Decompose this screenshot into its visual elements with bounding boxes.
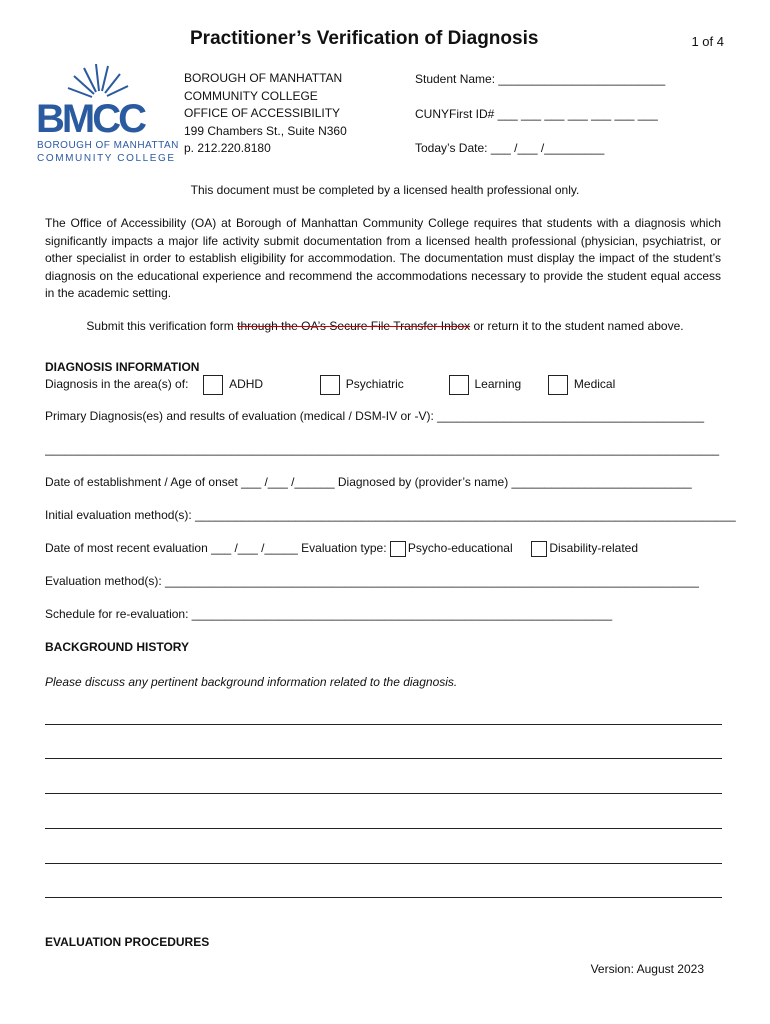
page-title: Practitioner’s Verification of Diagnosis [190, 28, 539, 49]
bmcc-logo [36, 64, 181, 164]
eval-type-label: Disability-related [549, 541, 639, 555]
evaluation-heading: EVALUATION PROCEDURES [45, 935, 210, 949]
background-answer-line[interactable] [45, 897, 722, 898]
diagnosis-areas-row [45, 372, 615, 396]
logo-line1: BOROUGH OF MANHATTAN [37, 140, 179, 151]
reevaluation-schedule-field[interactable]: Schedule for re-evaluation: _______________________________________________________________ [45, 607, 613, 621]
evaluation-method-field[interactable]: Evaluation method(s): ________________________________________________________________________________ [45, 574, 699, 588]
primary-diagnosis-field[interactable]: Primary Diagnosis(es) and results of evaluation (medical / DSM-IV or -V): ________________________________________ [45, 409, 705, 423]
intro-paragraph: The Office of Accessibility (OA) at Borough of Manhattan Community College requires that students with a diagnosis which significantly impacts a major life activity submit documentation from a licensed health professional (physician, psychiatrist, or other specialist in order to establish eligibility for accommodation. The documentation must display the impact of the student’s diagnosis on the educational experience and recommend the accommodations necessary to provide the student equal access in the academic setting. [45, 216, 721, 300]
disability-related-checkbox[interactable] [531, 541, 547, 557]
address-phone: p. 212.220.8180 [184, 141, 271, 155]
background-answer-line[interactable] [45, 793, 722, 794]
submit-before: Submit this verification form [86, 319, 238, 333]
eval-type-label: Psycho-educational [407, 541, 513, 555]
torch-rays-icon [68, 64, 128, 97]
initial-evaluation-field[interactable]: Initial evaluation method(s): _________________________________________________________________________________ [45, 508, 736, 522]
background-answer-line[interactable] [45, 828, 722, 829]
area-option-label: Medical [573, 377, 616, 391]
area-option-label: ADHD [229, 377, 264, 391]
todays-date-field[interactable]: Today’s Date: ___ /___ /_________ [415, 141, 605, 155]
submit-struck: through the OA’s Secure File Transfer Inbox [237, 319, 471, 333]
cunyfirst-id-field[interactable]: CUNYFirst ID# ___ ___ ___ ___ ___ ___ ___ [415, 106, 658, 121]
psycho-educational-checkbox[interactable] [390, 541, 406, 557]
logo-line2: COMMUNITY COLLEGE [37, 153, 176, 164]
student-info [415, 62, 665, 166]
adhd-checkbox[interactable] [203, 375, 223, 395]
establishment-field[interactable]: Date of establishment / Age of onset ___ /___ /______ Diagnosed by (provider’s name) ___________________________ [45, 475, 692, 489]
version-label: Version: August 2023 [590, 962, 704, 976]
address-line: COMMUNITY COLLEGE [184, 88, 318, 103]
area-option-label: Learning [474, 377, 522, 391]
recent-evaluation-row [45, 537, 638, 559]
area-option-label: Psychiatric [345, 377, 404, 391]
address-line: BOROUGH OF MANHATTAN [184, 71, 343, 85]
areas-label: Diagnosis in the area(s) of: [45, 377, 189, 391]
background-answer-line[interactable] [45, 863, 722, 864]
submit-instructions [0, 319, 770, 333]
background-answer-line[interactable] [45, 724, 722, 725]
learning-checkbox[interactable] [449, 375, 469, 395]
bmcc-logo-graphic [36, 64, 181, 164]
page-number: 1 of 4 [691, 34, 724, 49]
diagnosis-heading: DIAGNOSIS INFORMATION [45, 360, 200, 374]
address-line: OFFICE OF ACCESSIBILITY [184, 106, 341, 120]
background-answer-line[interactable] [45, 758, 722, 759]
licensed-note: This document must be completed by a licensed health professional only. [190, 183, 580, 197]
submit-after: or return it to the student named above. [470, 319, 684, 333]
background-prompt: Please discuss any pertinent background information related to the diagnosis. [45, 675, 458, 689]
recent-evaluation-field[interactable]: Date of most recent evaluation ___ /___ /_____ Evaluation type: [45, 541, 387, 555]
student-name-field[interactable]: Student Name: _________________________ [415, 72, 666, 86]
address-line: 199 Chambers St., Suite N360 [184, 123, 347, 138]
primary-diagnosis-continuation[interactable]: _____________________________________________________________________________________________________ [45, 442, 720, 456]
medical-checkbox[interactable] [548, 375, 568, 395]
logo-letters: BMCC [36, 97, 144, 141]
office-address [184, 70, 347, 158]
psychiatric-checkbox[interactable] [320, 375, 340, 395]
background-heading: BACKGROUND HISTORY [45, 640, 190, 654]
